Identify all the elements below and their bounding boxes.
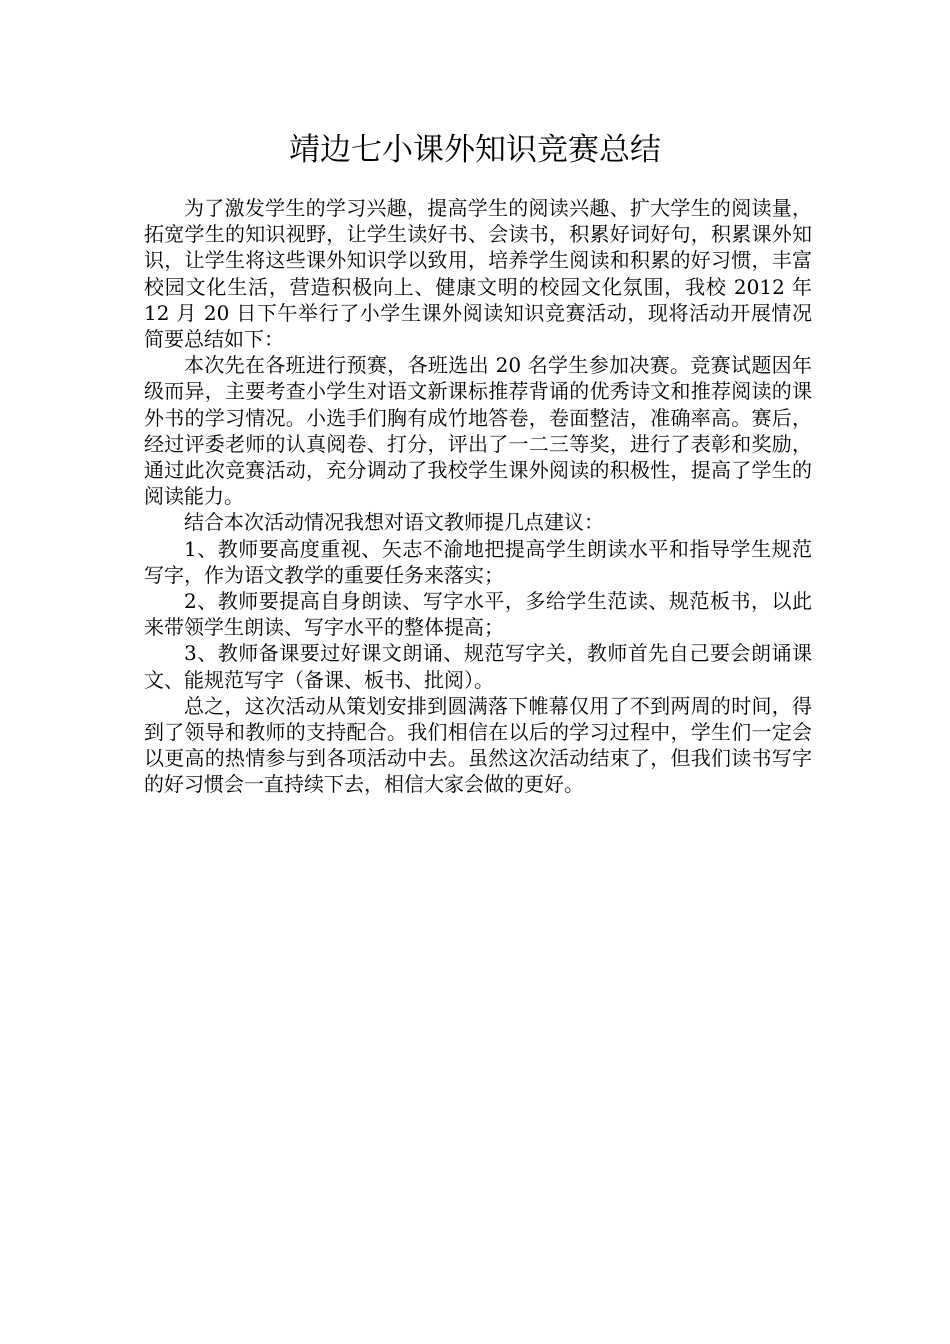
paragraph-suggestion-3: 3、教师备课要过好课文朗诵、规范写字关，教师首先自己要会朗诵课文、能规范写字（备课、板书、批阅）。 [144,641,812,692]
paragraph-conclusion: 总之，这次活动从策划安排到圆满落下帷幕仅用了不到两周的时间，得到了领导和教师的支持配合。我们相信在以后的学习过程中，学生们一定会以更高的热情参与到各项活动中去。虽然这次活动结束了，但我们读书写字的好习惯会一直持续下去，相信大家会做的更好。 [144,693,812,797]
paragraph-intro: 为了激发学生的学习兴趣，提高学生的阅读兴趣、扩大学生的阅读量，拓宽学生的知识视野，让学生读好书、会读书，积累好词好句，积累课外知识，让学生将这些课外知识学以致用，培养学生阅读和积累的好习惯，丰富校园文化生活，营造积极向上、健康文明的校园文化氛围，我校 2012 年 12 月 20 日下午举行了小学生课外阅读知识竞赛活动，现将活动开展情况简要总结如下： [144,196,812,352]
document-body [144,195,812,798]
paragraph-suggestions-intro: 结合本次活动情况我想对语文教师提几点建议： [184,510,604,535]
paragraph-suggestion-1: 1、教师要高度重视、矢志不渝地把提高学生朗读水平和指导学生规范写字，作为语文教学的重要任务来落实； [144,536,812,587]
paragraph-competition: 本次先在各班进行预赛，各班选出 20 名学生参加决赛。竞赛试题因年级而异，主要考查小学生对语文新课标推荐背诵的优秀诗文和推荐阅读的课外书的学习情况。小选手们胸有成竹地答卷，卷面整洁，准确率高。赛后，经过评委老师的认真阅卷、打分，评出了一二三等奖，进行了表彰和奖励，通过此次竞赛活动，充分调动了我校学生课外阅读的积极性，提高了学生的阅读能力。 [144,353,812,509]
document-title: 靖边七小课外知识竞赛总结 [289,132,661,168]
paragraph-suggestion-2: 2、教师要提高自身朗读、写字水平，多给学生范读、规范板书，以此来带领学生朗读、写字水平的整体提高； [144,589,812,640]
